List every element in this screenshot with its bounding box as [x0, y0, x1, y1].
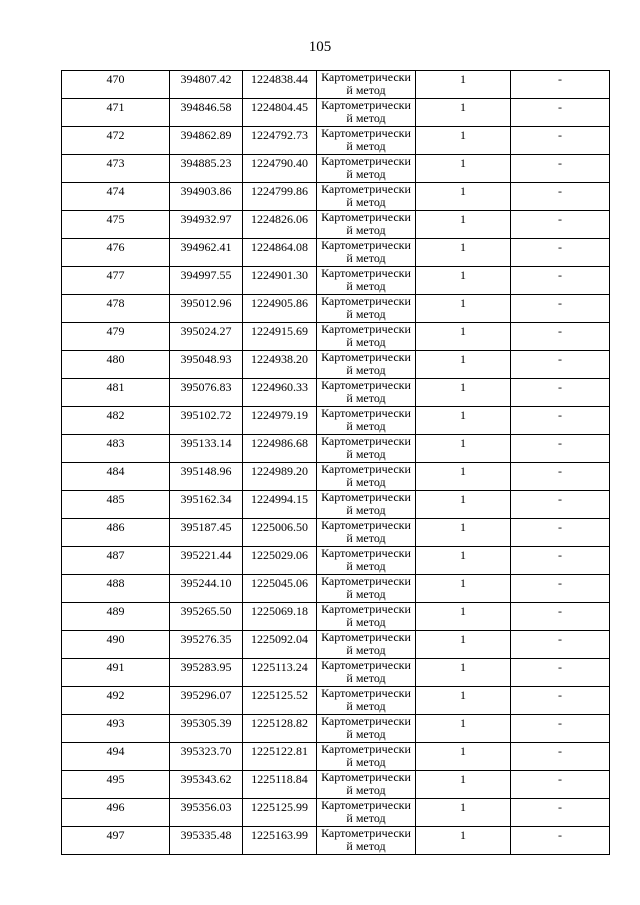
- note-cell: -: [511, 463, 610, 491]
- y-coordinate-cell: 1224994.15: [243, 491, 317, 519]
- table-row: [62, 519, 610, 547]
- table-row: [62, 155, 610, 183]
- y-coordinate-cell: 1225045.06: [243, 575, 317, 603]
- note-cell: -: [511, 547, 610, 575]
- accuracy-cell: 1: [416, 211, 511, 239]
- table-row: [62, 295, 610, 323]
- x-coordinate-cell: 394862.89: [170, 127, 243, 155]
- table-row: [62, 771, 610, 799]
- method-cell: [317, 127, 416, 155]
- method-cell: [317, 435, 416, 463]
- x-coordinate-cell: 395356.03: [170, 799, 243, 827]
- method-cell: [317, 323, 416, 351]
- table-row: [62, 799, 610, 827]
- x-coordinate-cell: 395276.35: [170, 631, 243, 659]
- note-cell: -: [511, 799, 610, 827]
- table-row: [62, 631, 610, 659]
- table-row: [62, 379, 610, 407]
- method-text: Картометрически й метод: [321, 602, 411, 629]
- method-cell: [317, 771, 416, 799]
- table-row: [62, 491, 610, 519]
- note-cell: -: [511, 267, 610, 295]
- point-number-cell: 483: [62, 435, 170, 463]
- accuracy-cell: 1: [416, 407, 511, 435]
- accuracy-cell: 1: [416, 771, 511, 799]
- method-cell: [317, 407, 416, 435]
- note-cell: -: [511, 715, 610, 743]
- table-row: [62, 743, 610, 771]
- table-row: [62, 351, 610, 379]
- point-number-cell: 478: [62, 295, 170, 323]
- y-coordinate-cell: 1224799.86: [243, 183, 317, 211]
- x-coordinate-cell: 395305.39: [170, 715, 243, 743]
- method-cell: [317, 743, 416, 771]
- table-row: [62, 407, 610, 435]
- point-number-cell: 485: [62, 491, 170, 519]
- method-text: Картометрически й метод: [321, 266, 411, 293]
- x-coordinate-cell: 395133.14: [170, 435, 243, 463]
- y-coordinate-cell: 1224979.19: [243, 407, 317, 435]
- method-text: Картометрически й метод: [321, 630, 411, 657]
- table-row: [62, 687, 610, 715]
- method-text: Картометрически й метод: [321, 406, 411, 433]
- y-coordinate-cell: 1224905.86: [243, 295, 317, 323]
- note-cell: -: [511, 407, 610, 435]
- method-text: Картометрически й метод: [321, 154, 411, 181]
- method-cell: [317, 211, 416, 239]
- method-text: Картометрически й метод: [321, 742, 411, 769]
- y-coordinate-cell: 1224838.44: [243, 71, 317, 99]
- note-cell: -: [511, 295, 610, 323]
- y-coordinate-cell: 1224938.20: [243, 351, 317, 379]
- method-text: Картометрически й метод: [321, 770, 411, 797]
- method-cell: [317, 799, 416, 827]
- method-cell: [317, 71, 416, 99]
- x-coordinate-cell: 394807.42: [170, 71, 243, 99]
- note-cell: -: [511, 239, 610, 267]
- table-row: [62, 547, 610, 575]
- method-cell: [317, 575, 416, 603]
- y-coordinate-cell: 1225118.84: [243, 771, 317, 799]
- table-row: [62, 603, 610, 631]
- y-coordinate-cell: 1224901.30: [243, 267, 317, 295]
- method-text: Картометрически й метод: [321, 658, 411, 685]
- accuracy-cell: 1: [416, 379, 511, 407]
- method-cell: [317, 239, 416, 267]
- accuracy-cell: 1: [416, 519, 511, 547]
- method-text: Картометрически й метод: [321, 518, 411, 545]
- table-row: [62, 239, 610, 267]
- accuracy-cell: 1: [416, 799, 511, 827]
- x-coordinate-cell: 395187.45: [170, 519, 243, 547]
- method-cell: [317, 827, 416, 855]
- y-coordinate-cell: 1225125.99: [243, 799, 317, 827]
- table-row: [62, 463, 610, 491]
- method-text: Картометрически й метод: [321, 210, 411, 237]
- method-cell: [317, 659, 416, 687]
- accuracy-cell: 1: [416, 715, 511, 743]
- x-coordinate-cell: 395296.07: [170, 687, 243, 715]
- method-cell: [317, 715, 416, 743]
- x-coordinate-cell: 395335.48: [170, 827, 243, 855]
- point-number-cell: 490: [62, 631, 170, 659]
- note-cell: -: [511, 659, 610, 687]
- method-cell: [317, 687, 416, 715]
- y-coordinate-cell: 1225069.18: [243, 603, 317, 631]
- method-text: Картометрически й метод: [321, 434, 411, 461]
- table-row: [62, 99, 610, 127]
- y-coordinate-cell: 1224790.40: [243, 155, 317, 183]
- point-number-cell: 475: [62, 211, 170, 239]
- y-coordinate-cell: 1224960.33: [243, 379, 317, 407]
- method-text: Картометрически й метод: [321, 322, 411, 349]
- accuracy-cell: 1: [416, 491, 511, 519]
- table-body: [62, 71, 610, 855]
- method-cell: [317, 99, 416, 127]
- note-cell: -: [511, 99, 610, 127]
- note-cell: -: [511, 575, 610, 603]
- x-coordinate-cell: 395148.96: [170, 463, 243, 491]
- x-coordinate-cell: 395012.96: [170, 295, 243, 323]
- y-coordinate-cell: 1225113.24: [243, 659, 317, 687]
- y-coordinate-cell: 1224986.68: [243, 435, 317, 463]
- point-number-cell: 472: [62, 127, 170, 155]
- note-cell: -: [511, 71, 610, 99]
- x-coordinate-cell: 395343.62: [170, 771, 243, 799]
- accuracy-cell: 1: [416, 547, 511, 575]
- x-coordinate-cell: 394885.23: [170, 155, 243, 183]
- x-coordinate-cell: 395323.70: [170, 743, 243, 771]
- method-text: Картометрически й метод: [321, 294, 411, 321]
- method-text: Картометрически й метод: [321, 378, 411, 405]
- accuracy-cell: 1: [416, 463, 511, 491]
- y-coordinate-cell: 1224989.20: [243, 463, 317, 491]
- method-cell: [317, 491, 416, 519]
- accuracy-cell: 1: [416, 183, 511, 211]
- x-coordinate-cell: 395102.72: [170, 407, 243, 435]
- accuracy-cell: 1: [416, 155, 511, 183]
- point-number-cell: 494: [62, 743, 170, 771]
- accuracy-cell: 1: [416, 659, 511, 687]
- method-cell: [317, 267, 416, 295]
- accuracy-cell: 1: [416, 687, 511, 715]
- accuracy-cell: 1: [416, 71, 511, 99]
- table-row: [62, 323, 610, 351]
- table-row: [62, 435, 610, 463]
- method-cell: [317, 463, 416, 491]
- point-number-cell: 479: [62, 323, 170, 351]
- method-text: Картометрически й метод: [321, 798, 411, 825]
- note-cell: -: [511, 155, 610, 183]
- accuracy-cell: 1: [416, 743, 511, 771]
- page-number: 105: [308, 39, 332, 55]
- note-cell: -: [511, 323, 610, 351]
- x-coordinate-cell: 395024.27: [170, 323, 243, 351]
- note-cell: -: [511, 127, 610, 155]
- note-cell: -: [511, 435, 610, 463]
- method-text: Картометрически й метод: [321, 238, 411, 265]
- point-number-cell: 482: [62, 407, 170, 435]
- x-coordinate-cell: 394846.58: [170, 99, 243, 127]
- method-text: Картометрически й метод: [321, 546, 411, 573]
- table-row: [62, 715, 610, 743]
- y-coordinate-cell: 1224915.69: [243, 323, 317, 351]
- point-number-cell: 497: [62, 827, 170, 855]
- method-text: Картометрически й метод: [321, 826, 411, 853]
- method-cell: [317, 519, 416, 547]
- accuracy-cell: 1: [416, 631, 511, 659]
- point-number-cell: 496: [62, 799, 170, 827]
- note-cell: -: [511, 771, 610, 799]
- y-coordinate-cell: 1225125.52: [243, 687, 317, 715]
- y-coordinate-cell: 1224804.45: [243, 99, 317, 127]
- accuracy-cell: 1: [416, 323, 511, 351]
- point-number-cell: 488: [62, 575, 170, 603]
- point-number-cell: 495: [62, 771, 170, 799]
- point-number-cell: 474: [62, 183, 170, 211]
- method-cell: [317, 603, 416, 631]
- table-row: [62, 71, 610, 99]
- table-row: [62, 659, 610, 687]
- point-number-cell: 493: [62, 715, 170, 743]
- method-cell: [317, 155, 416, 183]
- x-coordinate-cell: 395244.10: [170, 575, 243, 603]
- coordinates-table: [61, 70, 610, 855]
- method-text: Картометрически й метод: [321, 462, 411, 489]
- note-cell: -: [511, 351, 610, 379]
- x-coordinate-cell: 395283.95: [170, 659, 243, 687]
- point-number-cell: 473: [62, 155, 170, 183]
- note-cell: -: [511, 603, 610, 631]
- y-coordinate-cell: 1224826.06: [243, 211, 317, 239]
- accuracy-cell: 1: [416, 603, 511, 631]
- point-number-cell: 492: [62, 687, 170, 715]
- y-coordinate-cell: 1225163.99: [243, 827, 317, 855]
- method-cell: [317, 547, 416, 575]
- x-coordinate-cell: 394932.97: [170, 211, 243, 239]
- point-number-cell: 484: [62, 463, 170, 491]
- method-text: Картометрически й метод: [321, 70, 411, 97]
- table-row: [62, 127, 610, 155]
- table-row: [62, 575, 610, 603]
- method-cell: [317, 379, 416, 407]
- note-cell: -: [511, 379, 610, 407]
- method-cell: [317, 183, 416, 211]
- note-cell: -: [511, 519, 610, 547]
- point-number-cell: 487: [62, 547, 170, 575]
- table-row: [62, 211, 610, 239]
- accuracy-cell: 1: [416, 127, 511, 155]
- method-cell: [317, 351, 416, 379]
- point-number-cell: 476: [62, 239, 170, 267]
- method-text: Картометрически й метод: [321, 490, 411, 517]
- method-text: Картометрически й метод: [321, 686, 411, 713]
- x-coordinate-cell: 395265.50: [170, 603, 243, 631]
- point-number-cell: 471: [62, 99, 170, 127]
- table-row: [62, 183, 610, 211]
- accuracy-cell: 1: [416, 575, 511, 603]
- method-text: Картометрически й метод: [321, 182, 411, 209]
- x-coordinate-cell: 395048.93: [170, 351, 243, 379]
- accuracy-cell: 1: [416, 267, 511, 295]
- method-text: Картометрически й метод: [321, 714, 411, 741]
- y-coordinate-cell: 1225128.82: [243, 715, 317, 743]
- y-coordinate-cell: 1224864.08: [243, 239, 317, 267]
- accuracy-cell: 1: [416, 239, 511, 267]
- x-coordinate-cell: 395221.44: [170, 547, 243, 575]
- y-coordinate-cell: 1225122.81: [243, 743, 317, 771]
- accuracy-cell: 1: [416, 435, 511, 463]
- accuracy-cell: 1: [416, 351, 511, 379]
- note-cell: -: [511, 631, 610, 659]
- accuracy-cell: 1: [416, 827, 511, 855]
- note-cell: -: [511, 827, 610, 855]
- x-coordinate-cell: 395076.83: [170, 379, 243, 407]
- note-cell: -: [511, 743, 610, 771]
- note-cell: -: [511, 687, 610, 715]
- point-number-cell: 481: [62, 379, 170, 407]
- x-coordinate-cell: 394997.55: [170, 267, 243, 295]
- note-cell: -: [511, 491, 610, 519]
- point-number-cell: 491: [62, 659, 170, 687]
- method-text: Картометрически й метод: [321, 350, 411, 377]
- accuracy-cell: 1: [416, 99, 511, 127]
- x-coordinate-cell: 394903.86: [170, 183, 243, 211]
- point-number-cell: 470: [62, 71, 170, 99]
- x-coordinate-cell: 394962.41: [170, 239, 243, 267]
- accuracy-cell: 1: [416, 295, 511, 323]
- y-coordinate-cell: 1225029.06: [243, 547, 317, 575]
- x-coordinate-cell: 395162.34: [170, 491, 243, 519]
- table-row: [62, 267, 610, 295]
- point-number-cell: 477: [62, 267, 170, 295]
- method-cell: [317, 631, 416, 659]
- note-cell: -: [511, 211, 610, 239]
- method-text: Картометрически й метод: [321, 126, 411, 153]
- table-row: [62, 827, 610, 855]
- point-number-cell: 489: [62, 603, 170, 631]
- y-coordinate-cell: 1224792.73: [243, 127, 317, 155]
- y-coordinate-cell: 1225006.50: [243, 519, 317, 547]
- note-cell: -: [511, 183, 610, 211]
- y-coordinate-cell: 1225092.04: [243, 631, 317, 659]
- point-number-cell: 486: [62, 519, 170, 547]
- method-text: Картометрически й метод: [321, 574, 411, 601]
- method-text: Картометрически й метод: [321, 98, 411, 125]
- method-cell: [317, 295, 416, 323]
- point-number-cell: 480: [62, 351, 170, 379]
